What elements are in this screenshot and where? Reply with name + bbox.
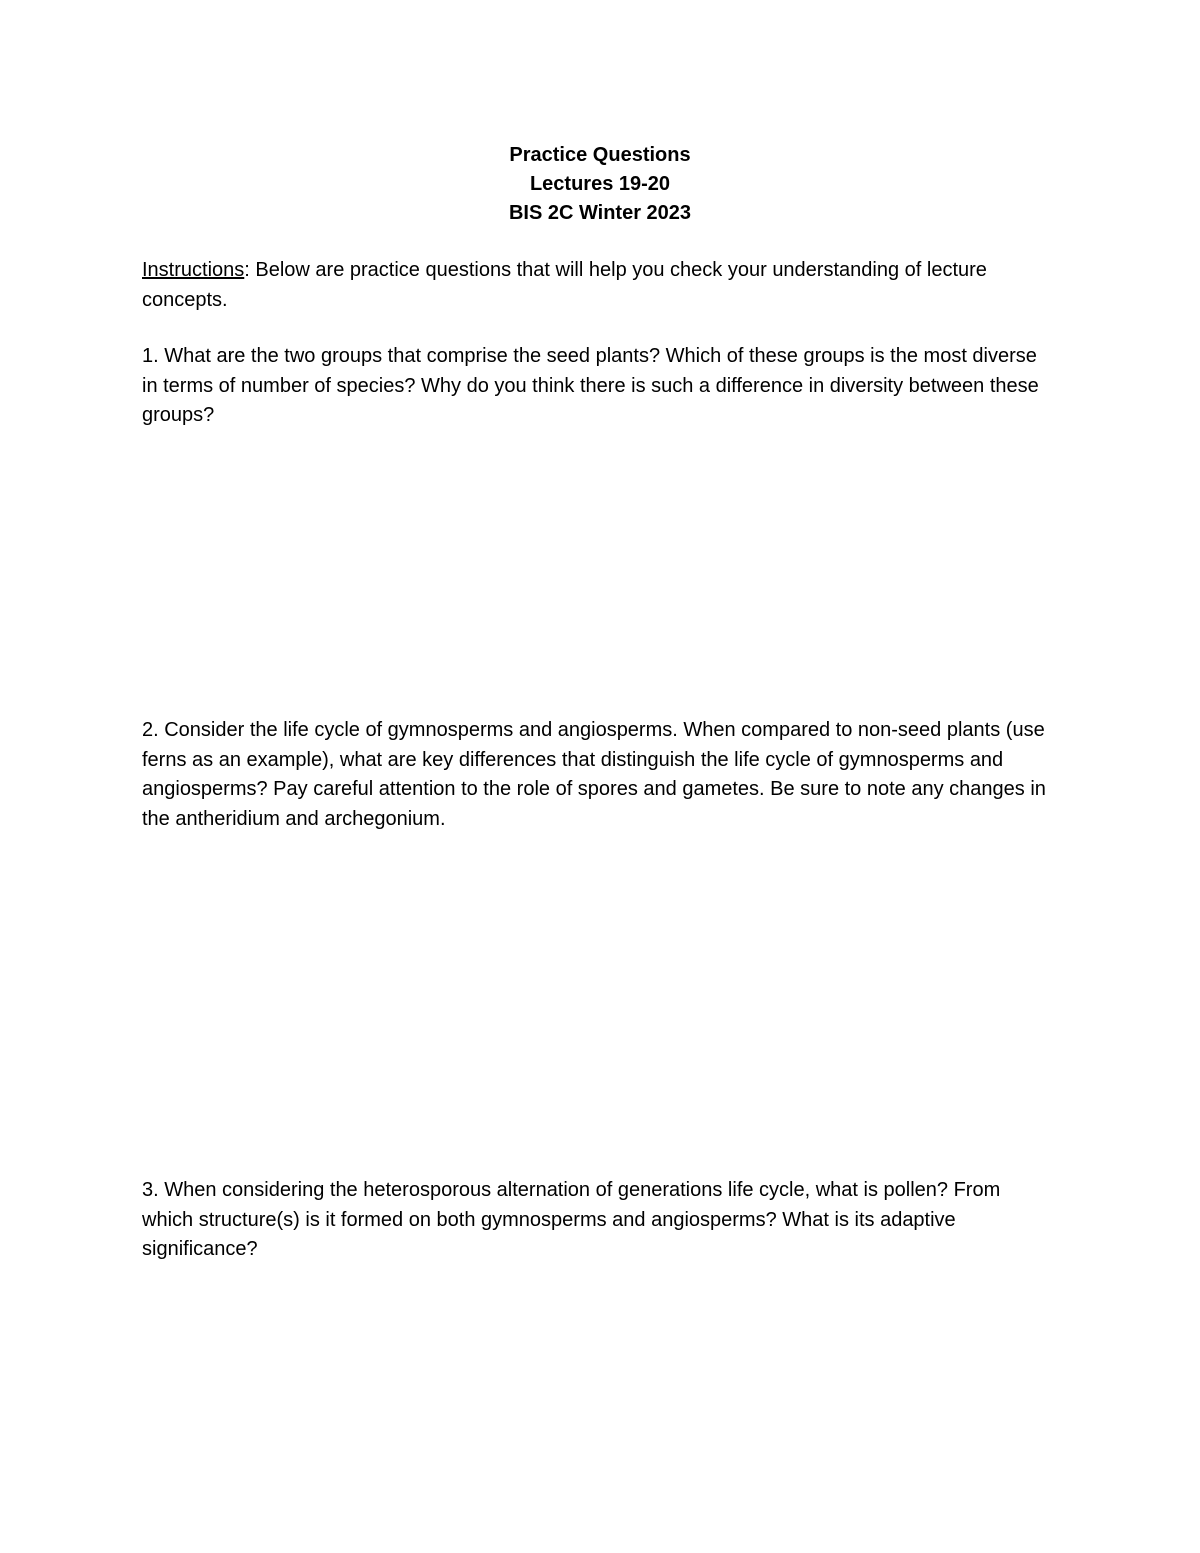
instructions-label: Instructions [142, 259, 245, 281]
document-header [0, 141, 1200, 228]
document-title: Practice Questions [509, 144, 691, 166]
question-1: 1. What are the two groups that comprise the seed plants? Which of these groups is the most diverse in terms of number of species? Why do you think there is such a difference in diversity between these groups? [142, 345, 1039, 426]
course-subtitle: BIS 2C Winter 2023 [508, 202, 692, 224]
lectures-subtitle: Lectures 19-20 [529, 173, 671, 195]
instructions-text: : Below are practice questions that will help you check your understanding of lecture concepts. [142, 259, 987, 311]
question-2: 2. Consider the life cycle of gymnosperms and angiosperms. When compared to non-seed plants (use ferns as an example), what are key differences that distinguish the life cycle of gymnosperms and angiosperms? Pay careful attention to the role of spores and gametes. Be sure to note any changes in the antheridium and archegonium. [142, 719, 1046, 830]
instructions-paragraph [142, 256, 1052, 315]
question-3: 3. When considering the heterosporous alternation of generations life cycle, what is pollen? From which structure(s) is it formed on both gymnosperms and angiosperms? What is its adaptive significance? [142, 1179, 1001, 1260]
